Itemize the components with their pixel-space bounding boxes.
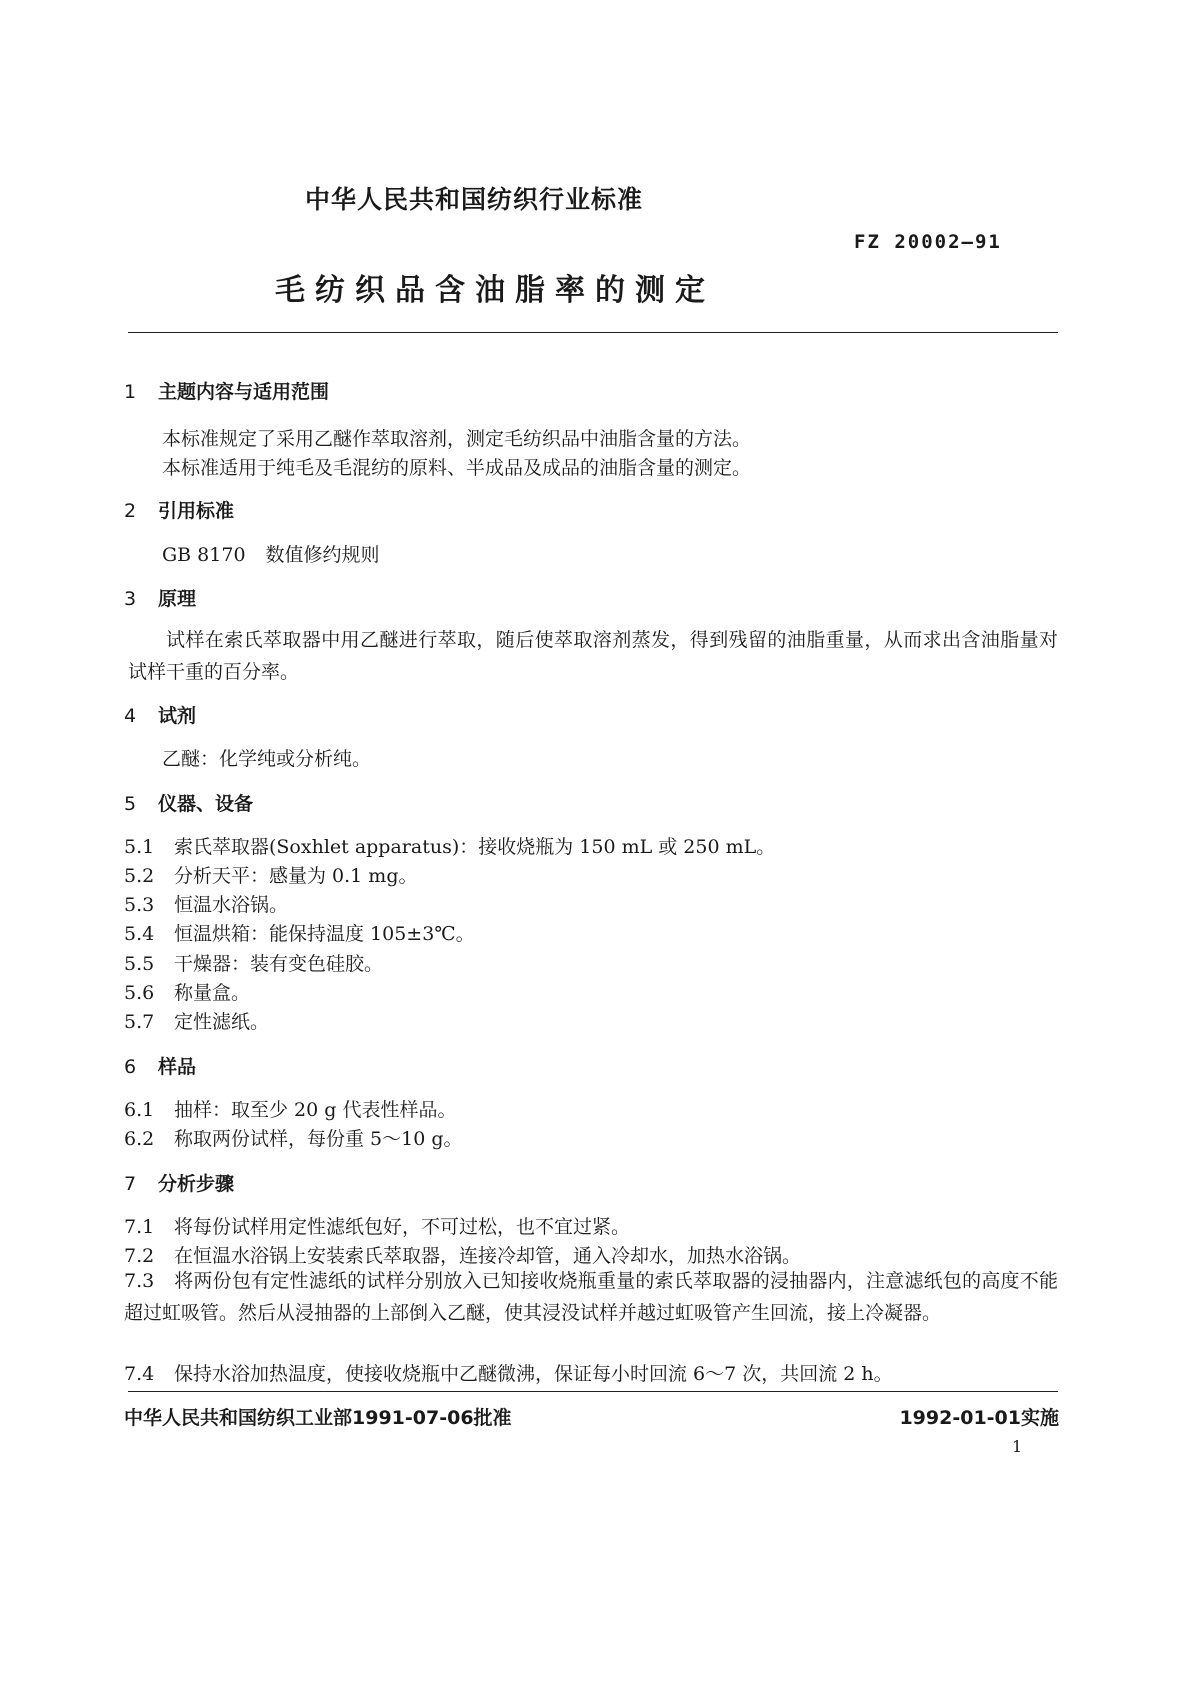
reference-code: GB 8170	[162, 544, 246, 566]
item-text: 称取两份试样，每份重 5～10 g。	[174, 1128, 463, 1150]
standard-name: 中华人民共和国纺织行业标准	[305, 185, 644, 214]
list-item	[124, 861, 417, 888]
section-number: 3	[124, 588, 137, 610]
section-number: 4	[124, 705, 137, 727]
section-number: 6	[124, 1056, 137, 1078]
section-3-paragraph: 试样在索氏萃取器中用乙醚进行萃取，随后使萃取溶剂蒸发，得到残留的油脂重量，从而求出含油脂量对试样干重的百分率。	[128, 629, 1058, 683]
section-3-heading	[124, 584, 196, 611]
approval-line: 中华人民共和国纺织工业部1991-07-06批准	[124, 1407, 512, 1429]
section-6-heading	[124, 1052, 196, 1079]
item-text: 抽样：取至少 20 g 代表性样品。	[174, 1099, 457, 1121]
item-text: 索氏萃取器(Soxhlet apparatus)：接收烧瓶为 150 mL 或 250 mL。	[174, 836, 776, 858]
reference-title: 数值修约规则	[265, 544, 380, 566]
section-number: 7	[124, 1173, 137, 1195]
section-title: 仪器、设备	[158, 793, 254, 815]
item-text: 在恒温水浴锅上安装索氏萃取器，连接冷却管，通入冷却水，加热水浴锅。	[174, 1245, 802, 1267]
item-number: 6.1	[124, 1099, 155, 1121]
list-item	[124, 890, 288, 917]
item-number: 5.2	[124, 865, 155, 887]
list-item	[124, 1265, 1058, 1329]
list-item	[124, 978, 250, 1005]
effective-date: 1992-01-01实施	[899, 1407, 1059, 1429]
item-text: 保持水浴加热温度，使接收烧瓶中乙醚微沸，保证每小时回流 6～7 次，共回流 2 h。	[174, 1363, 893, 1385]
standard-code: FZ 20002—91	[854, 231, 1002, 253]
item-number: 5.4	[124, 923, 155, 945]
list-item	[124, 1241, 801, 1268]
item-text: 称量盒。	[174, 982, 251, 1004]
item-text: 定性滤纸。	[174, 1011, 270, 1033]
item-number: 5.5	[124, 953, 155, 975]
reference-entry	[162, 540, 380, 567]
item-number: 7.4	[124, 1363, 155, 1385]
page-title: 毛纺织品含油脂率的测定	[275, 273, 715, 308]
list-item	[124, 919, 475, 946]
section-4-heading	[124, 701, 196, 728]
list-item	[124, 1212, 630, 1239]
section-title: 引用标准	[158, 500, 235, 522]
list-item	[124, 1359, 893, 1386]
item-text: 将每份试样用定性滤纸包好，不可过松，也不宜过紧。	[174, 1216, 631, 1238]
item-text: 干燥器：装有变色硅胶。	[174, 953, 384, 975]
section-1-paragraph-2: 本标准适用于纯毛及毛混纺的原料、半成品及成品的油脂含量的测定。	[162, 457, 752, 479]
item-number: 6.2	[124, 1128, 155, 1150]
section-number: 2	[124, 500, 137, 522]
page-number: 1	[1012, 1437, 1023, 1456]
footer-divider	[128, 1391, 1058, 1392]
section-number: 5	[124, 793, 137, 815]
section-title: 主题内容与适用范围	[158, 381, 330, 403]
section-title: 样品	[158, 1056, 197, 1078]
section-1-heading	[124, 377, 329, 404]
item-number: 7.2	[124, 1245, 155, 1267]
section-7-heading	[124, 1169, 234, 1196]
item-number: 5.7	[124, 1011, 155, 1033]
section-number: 1	[124, 381, 137, 403]
list-item	[124, 1124, 463, 1151]
item-number: 5.3	[124, 894, 155, 916]
item-text: 分析天平：感量为 0.1 mg。	[174, 865, 418, 887]
list-item	[124, 832, 775, 859]
section-1-paragraph-1: 本标准规定了采用乙醚作萃取溶剂，测定毛纺织品中油脂含量的方法。	[162, 428, 752, 450]
list-item	[124, 949, 383, 976]
list-item	[124, 1095, 456, 1122]
item-text: 将两份包有定性滤纸的试样分别放入已知接收烧瓶重量的索氏萃取器的浸抽器内，注意滤纸包的高度不能超过虹吸管。然后从浸抽器的上部倒入乙醚，使其浸没试样并越过虹吸管产生回流，接上冷凝器。	[124, 1270, 1058, 1324]
header-divider	[128, 332, 1058, 333]
section-2-heading	[124, 496, 234, 523]
section-title: 分析步骤	[158, 1173, 235, 1195]
item-text: 恒温烘箱：能保持温度 105±3℃。	[174, 923, 475, 945]
item-number: 7.1	[124, 1216, 155, 1238]
section-title: 试剂	[158, 705, 197, 727]
section-5-heading	[124, 789, 253, 816]
item-number: 7.3	[124, 1270, 155, 1292]
section-title: 原理	[158, 588, 197, 610]
item-number: 5.1	[124, 836, 155, 858]
item-text: 恒温水浴锅。	[174, 894, 289, 916]
section-4-paragraph: 乙醚：化学纯或分析纯。	[162, 748, 372, 770]
item-number: 5.6	[124, 982, 155, 1004]
list-item	[124, 1007, 269, 1034]
